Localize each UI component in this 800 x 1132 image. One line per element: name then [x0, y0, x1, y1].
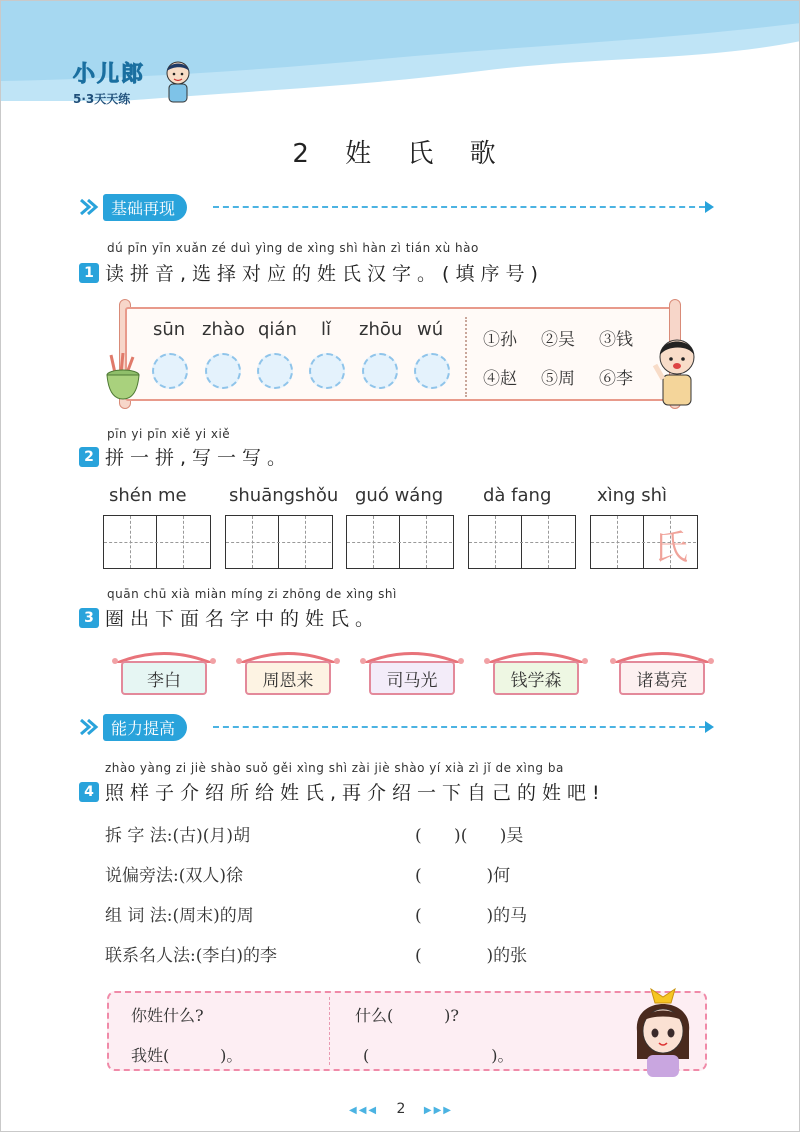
- q4-pinyin: zhào yàng zi jiè shào suǒ gěi xìng shì zài jiè shào yí xià zì jǐ de xìng ba: [105, 761, 564, 775]
- choice-1: ①孙: [483, 330, 517, 350]
- answer-circle[interactable]: [309, 353, 345, 389]
- writing-grid[interactable]: [590, 515, 698, 569]
- boy-mascot-icon: [161, 59, 195, 105]
- answer-circle[interactable]: [152, 353, 188, 389]
- method-line-1: 拆 字 法:(古)(月)胡: [105, 826, 251, 846]
- choice-5: ⑤周: [541, 369, 575, 389]
- q2-text: 拼一拼,写一写。: [105, 447, 293, 469]
- q3-text: 圈出下面名字中的姓氏。: [105, 608, 381, 630]
- question-number: 2: [79, 447, 99, 467]
- pinyin-option-4: lǐ: [321, 319, 332, 340]
- next-arrows-icon: ▶▶▶: [423, 1105, 453, 1116]
- question-number: 4: [79, 782, 99, 802]
- word-pinyin-1: shén me: [109, 485, 187, 506]
- word-pinyin-4: dà fang: [483, 485, 552, 506]
- double-chevron-icon: [79, 196, 101, 218]
- section-divider: [213, 206, 705, 208]
- writing-grid[interactable]: [468, 515, 576, 569]
- name-gate[interactable]: [235, 645, 341, 697]
- q4-prompt: [79, 778, 606, 805]
- brand-logo: [73, 57, 145, 107]
- page-title: 2 姓 氏 歌: [292, 139, 510, 169]
- dialogue-reply2[interactable]: ( )。: [363, 1046, 514, 1065]
- prev-arrows-icon: ◀◀◀: [349, 1105, 379, 1116]
- choice-4: ④赵: [483, 369, 517, 389]
- section-basics-label: 基础再现: [103, 194, 187, 221]
- boy-character-icon: [649, 335, 701, 409]
- answer-circle[interactable]: [362, 353, 398, 389]
- q4-text: 照样子介绍所给姓氏,再介绍一下自己的姓吧!: [105, 782, 606, 804]
- brush-pot-icon: [101, 353, 145, 403]
- answer-blank-2[interactable]: ( )何: [415, 866, 511, 886]
- brand-name: 小儿郎: [73, 62, 146, 87]
- double-chevron-icon: [79, 716, 101, 738]
- pinyin-option-2: zhào: [202, 319, 245, 340]
- answer-circle[interactable]: [257, 353, 293, 389]
- choice-3: ③钱: [599, 330, 633, 350]
- pinyin-option-5: zhōu: [359, 319, 403, 340]
- page-number: 2: [396, 1101, 406, 1117]
- answer-blank-3[interactable]: ( )的马: [415, 906, 528, 926]
- writing-grid[interactable]: [225, 515, 333, 569]
- name-plate[interactable]: 司马光: [369, 661, 455, 695]
- method-line-2: 说偏旁法:(双人)徐: [105, 866, 243, 886]
- pinyin-option-3: qián: [258, 319, 297, 340]
- q2-pinyin: pīn yi pīn xiě yi xiě: [107, 427, 231, 441]
- name-gate[interactable]: [359, 645, 465, 697]
- question-number: 3: [79, 608, 99, 628]
- question-number: 1: [79, 263, 99, 283]
- pinyin-option-1: sūn: [153, 319, 186, 340]
- q1-prompt: [79, 259, 544, 286]
- answer-blank-4[interactable]: ( )的张: [415, 946, 528, 966]
- brand-subtitle: 5·3天天练: [73, 92, 131, 106]
- writing-grid[interactable]: [103, 515, 211, 569]
- name-gate[interactable]: [609, 645, 715, 697]
- answer-circle[interactable]: [205, 353, 241, 389]
- word-pinyin-5: xìng shì: [597, 485, 667, 506]
- name-gate[interactable]: [111, 645, 217, 697]
- dialogue-divider: [329, 997, 330, 1065]
- dialogue-ask2[interactable]: 什么( )?: [355, 1006, 459, 1025]
- q2-prompt: [79, 443, 292, 470]
- section-advanced: [79, 713, 187, 741]
- answer-circle[interactable]: [414, 353, 450, 389]
- trace-character: 氏: [654, 528, 688, 568]
- divider-arrow-icon: [705, 721, 714, 733]
- answer-blank-1[interactable]: ( )( )吴: [415, 826, 524, 846]
- q1-text: 读拼音,选择对应的姓氏汉字。(填序号): [105, 263, 544, 285]
- section-advanced-label: 能力提高: [103, 714, 187, 741]
- pinyin-option-6: wú: [417, 319, 444, 340]
- word-pinyin-2: shuāngshǒu: [229, 485, 339, 506]
- writing-grid[interactable]: [346, 515, 454, 569]
- name-gate[interactable]: [483, 645, 589, 697]
- dialogue-reply[interactable]: 我姓( )。: [131, 1046, 243, 1065]
- name-plate[interactable]: 李白: [121, 661, 207, 695]
- girl-character-icon: [623, 981, 703, 1077]
- method-line-3: 组 词 法:(周末)的周: [105, 906, 254, 926]
- q1-pinyin: dú pīn yīn xuǎn zé duì yìng de xìng shì hàn zì tián xù hào: [107, 241, 479, 255]
- section-divider: [213, 726, 705, 728]
- name-plate[interactable]: 周恩来: [245, 661, 331, 695]
- choice-6: ⑥李: [599, 369, 633, 389]
- method-line-4: 联系名人法:(李白)的李: [105, 946, 277, 966]
- section-basics: [79, 193, 187, 221]
- name-plate[interactable]: 钱学森: [493, 661, 579, 695]
- word-pinyin-3: guó wáng: [355, 485, 444, 506]
- name-plate[interactable]: 诸葛亮: [619, 661, 705, 695]
- panel-divider: [465, 317, 467, 397]
- dialogue-ask: 你姓什么?: [131, 1006, 204, 1025]
- q3-pinyin: quān chū xià miàn míng zi zhōng de xìng shì: [107, 587, 397, 601]
- divider-arrow-icon: [705, 201, 714, 213]
- q3-prompt: [79, 604, 380, 631]
- choice-2: ②吴: [541, 330, 575, 350]
- page-footer: [1, 1101, 800, 1117]
